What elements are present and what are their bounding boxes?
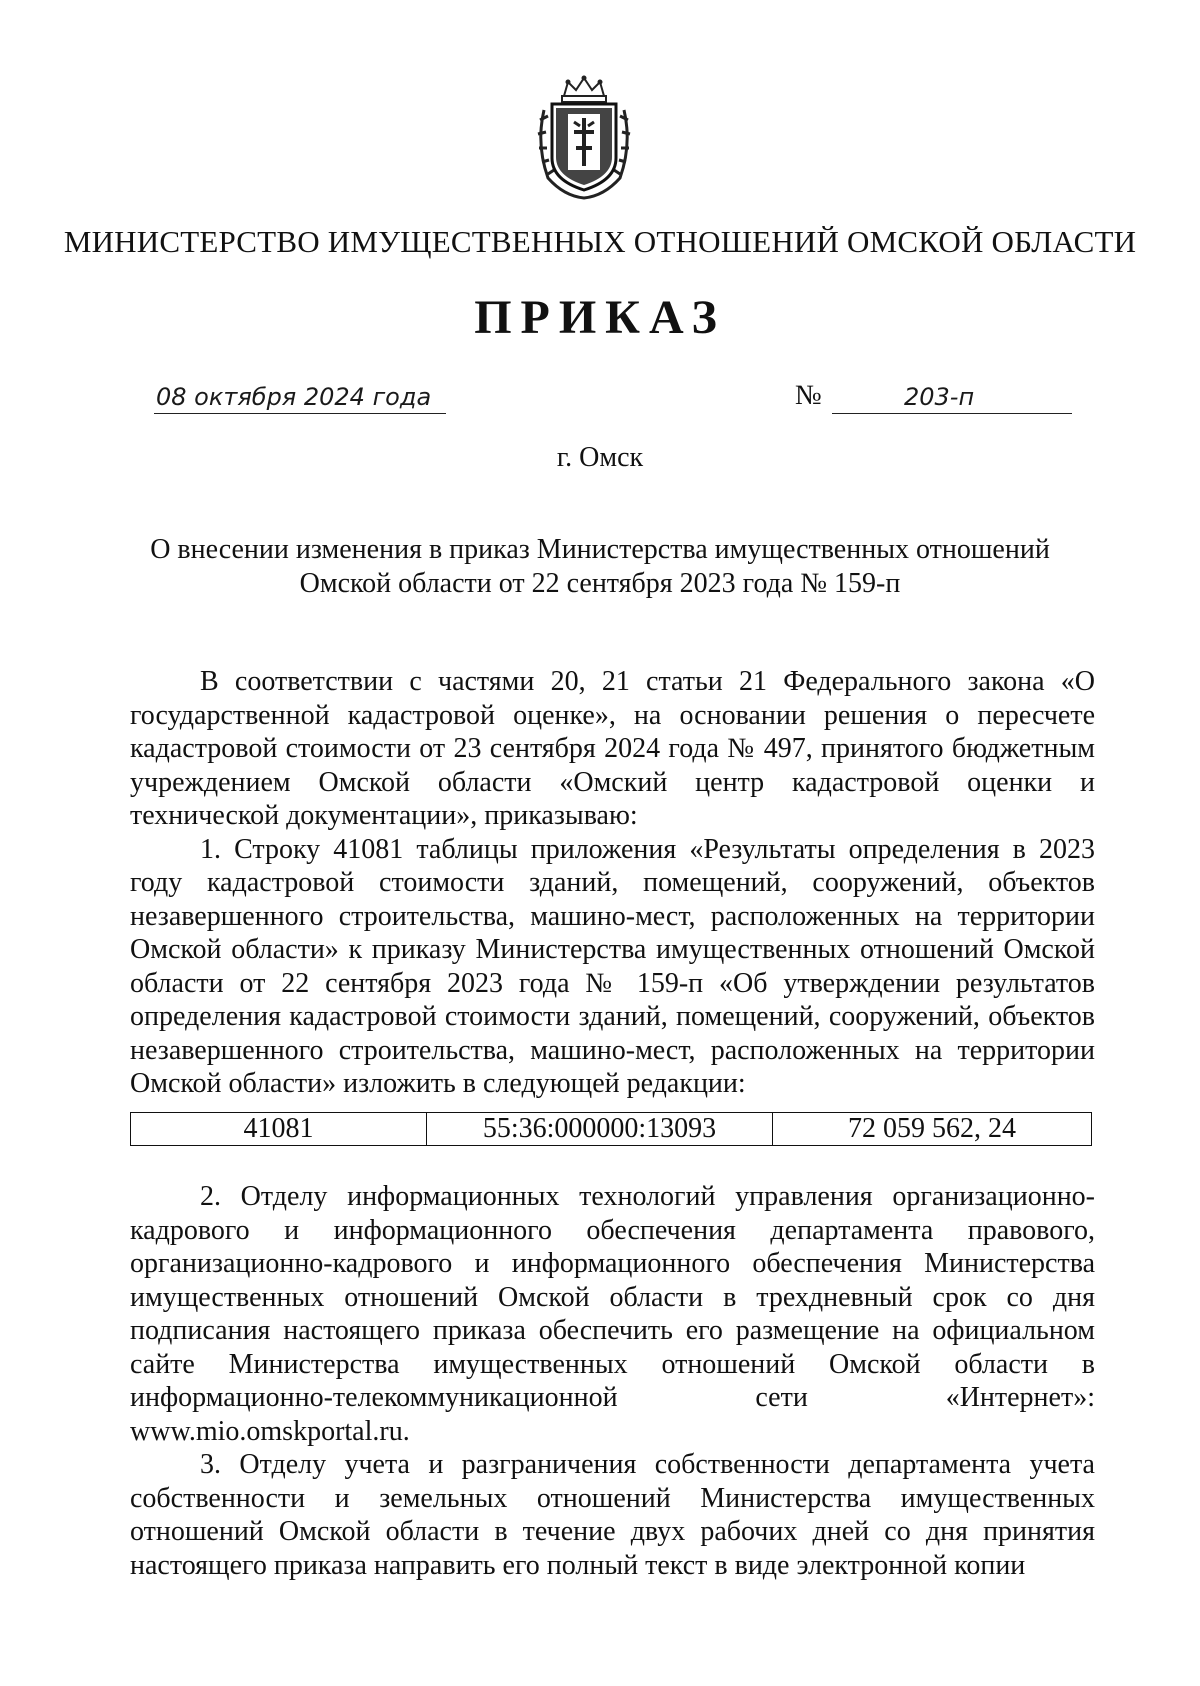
handwritten-date: 08 октября 2024 года — [156, 383, 432, 411]
order-body-part-1 — [130, 665, 1095, 1101]
handwritten-order-number: 203-п — [904, 383, 975, 411]
subject-line-2: Омской области от 22 сентября 2023 года № 159-п — [299, 568, 901, 599]
row-number-cell: 41081 — [131, 1113, 427, 1146]
item-2-paragraph: 2. Отделу информационных технологий управления организационно-кадрового и информационного обеспечения департамента правового, организационно-кадрового и информационного обеспечения Министерства имущественных отношений Омской области в трехдневный срок со дня подписания настоящего приказа обеспечить его размещение на официальном сайте Министерства имущественных отношений Омской области в информационно-телекоммуникационной сети «Интернет»: www.mio.omskportal.ru. — [130, 1181, 1095, 1447]
cadastral-value-cell: 72 059 562, 24 — [773, 1113, 1092, 1146]
subject-line-1: О внесении изменения в приказ Министерства имущественных отношений — [150, 534, 1050, 565]
intro-paragraph: В соответствии с частями 20, 21 статьи 21 Федерального закона «О государственной кадастровой оценке», на основании решения о пересчете кадастровой стоимости от 23 сентября 2024 года № 497, принятого бюджетным учреждением Омской области «Омский центр кадастровой оценки и технической документации», приказываю: — [130, 666, 1095, 831]
coat-of-arms-emblem — [534, 74, 634, 200]
order-date-field — [154, 383, 446, 414]
order-number-label: № — [795, 380, 822, 411]
city-name: г. Омск — [556, 442, 644, 473]
cadastral-value-table — [130, 1112, 1092, 1146]
ministry-name: МИНИСТЕРСТВО ИМУЩЕСТВЕННЫХ ОТНОШЕНИЙ ОМСКОЙ ОБЛАСТИ — [63, 224, 1137, 259]
cadastral-number-cell: 55:36:000000:13093 — [427, 1113, 773, 1146]
item-1-paragraph: 1. Строку 41081 таблицы приложения «Результаты определения в 2023 году кадастровой стоимости зданий, помещений, сооружений, объектов незавершенного строительства, машино-мест, расположенных на территории Омской области» к приказу Министерства имущественных отношений Омской области от 22 сентября 2023 года № 159-п «Об утверждении результатов определения кадастровой стоимости зданий, помещений, сооружений, объектов незавершенного строительства, машино-мест, расположенных на территории Омской области» изложить в следующей редакции: — [130, 833, 1095, 1099]
table-row — [131, 1113, 1092, 1146]
order-subject — [130, 533, 1070, 601]
item-3-paragraph: 3. Отделу учета и разграничения собственности департамента учета собственности и земельных отношений Министерства имущественных отношений Омской области в течение двух рабочих дней со дня принятия настоящего приказа направить его полный текст в виде электронной копии — [130, 1449, 1095, 1581]
order-body-part-2 — [130, 1180, 1095, 1582]
document-type-title: ПРИКАЗ — [474, 291, 726, 344]
order-number-field — [832, 383, 1072, 414]
